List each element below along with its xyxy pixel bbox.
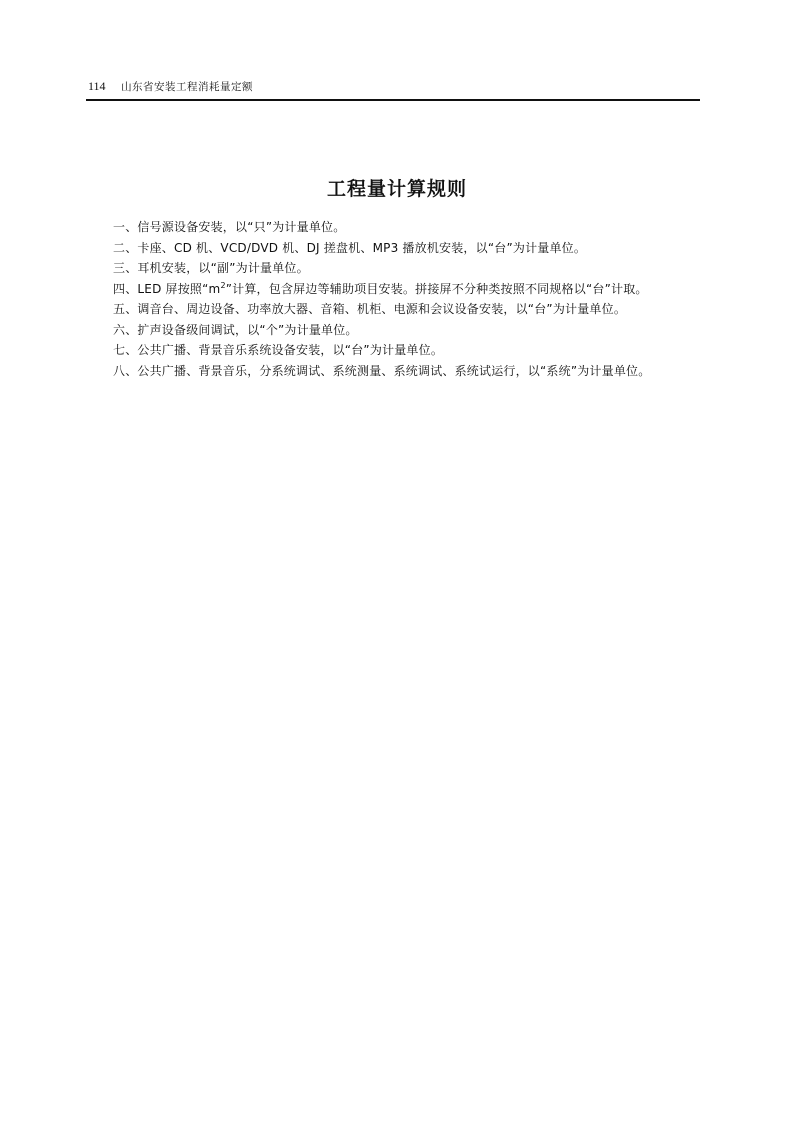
rule-item-2: 二、卡座、CD 机、VCD/DVD 机、DJ 搓盘机、MP3 播放机安装，以“台”为计量单位。 bbox=[113, 240, 587, 255]
rules-list bbox=[88, 217, 700, 381]
page-header bbox=[88, 78, 700, 98]
rule-item-8: 八、公共广播、背景音乐，分系统调试、系统测量、系统调试、系统试运行，以“系统”为计量单位。 bbox=[113, 363, 651, 378]
rule-item-4-text-start: 四、LED 屏按照“m bbox=[113, 281, 221, 296]
book-title: 山东省安装工程消耗量定额 bbox=[121, 81, 254, 93]
rule-item-1: 一、信号源设备安装，以“只”为计量单位。 bbox=[113, 220, 346, 234]
rule-item-5: 五、调音台、周边设备、功率放大器、音箱、机柜、电源和会议设备安装，以“台”为计量单位。 bbox=[113, 302, 627, 316]
page-number: 114 bbox=[88, 79, 106, 93]
header-divider bbox=[86, 99, 700, 101]
rule-item-4-text-end: ”计算，包含屏边等辅助项目安装。拼接屏不分种类按照不同规格以“台”计取。 bbox=[225, 281, 648, 296]
rule-item-3: 三、耳机安装，以“副”为计量单位。 bbox=[113, 261, 309, 275]
rule-item-7: 七、公共广播、背景音乐系统设备安装，以“台”为计量单位。 bbox=[113, 343, 444, 357]
rule-item-6: 六、扩声设备级间调试，以“个”为计量单位。 bbox=[113, 322, 358, 337]
section-title: 工程量计算规则 bbox=[326, 177, 467, 200]
square-superscript: 2 bbox=[220, 280, 226, 290]
rule-item-4 bbox=[88, 279, 700, 300]
